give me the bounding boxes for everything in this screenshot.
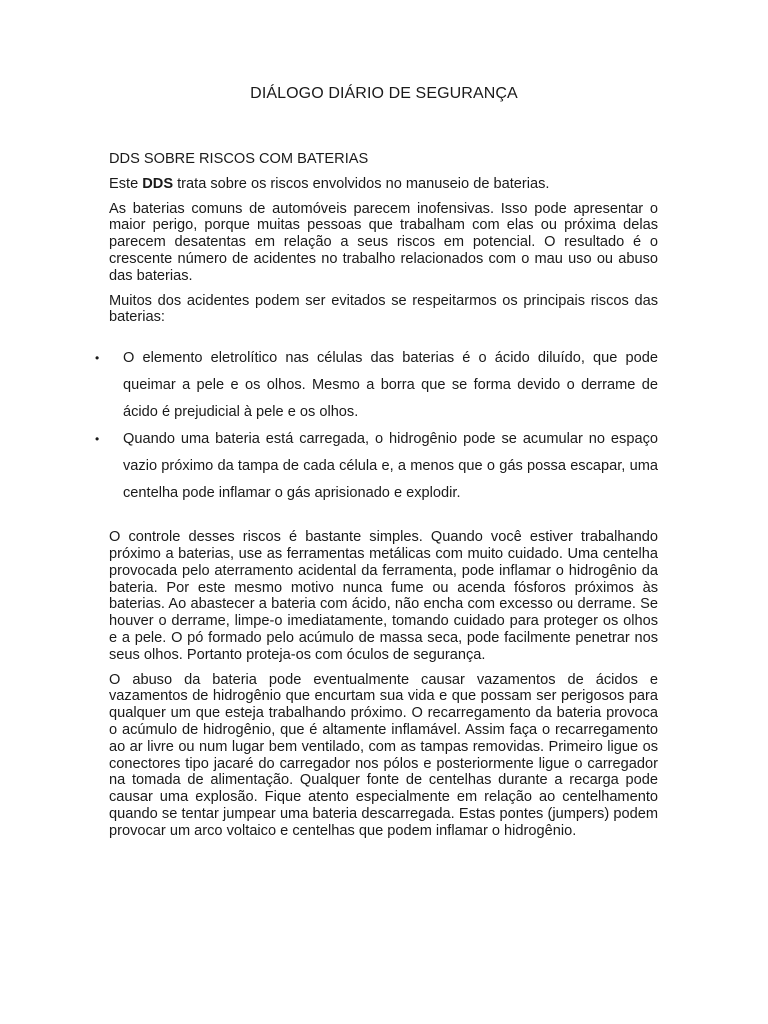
risk-list xyxy=(95,345,658,507)
intro-text-after: trata sobre os riscos envolvidos no manuseio de baterias. xyxy=(173,175,550,192)
bullet-icon: • xyxy=(95,432,100,447)
paragraph-risk-control: O controle desses riscos é bastante simples. Quando você estiver trabalhando próximo a baterias, use as ferramentas metálicas com muito cuidado. Uma centelha provocada pelo aterramento acidental da ferramenta, pode inflamar o hidrogênio da bateria. Por este mesmo motivo nunca fume ou acenda fósforos próximos às baterias. Ao abastecer a bateria com ácido, não encha com excesso ou derrame. Se houver o derrame, limpe-o imediatamente, tomando cuidado para proteger os olhos e a pele. O pó formado pelo acúmulo de massa seca, pode facilmente penetrar nos seus olhos. Portanto proteja-os com óculos de segurança. xyxy=(109,529,658,663)
list-item-text: Quando uma bateria está carregada, o hidrogênio pode se acumular no espaço vazio próximo da tampa de cada célula e, a menos que o gás possa escapar, uma centelha pode inflamar o gás aprisionado e explodir. xyxy=(123,431,658,502)
document-subtitle: DDS SOBRE RISCOS COM BATERIAS xyxy=(109,151,369,167)
control-section xyxy=(109,529,658,839)
intro-bold-dds: DDS xyxy=(142,175,174,192)
paragraph-battery-abuse: O abuso da bateria pode eventualmente causar vazamentos de ácidos e vazamentos de hidrogênio que encurtam sua vida e que possam ser perigosos para qualquer um que esteja trabalhando próximo. O recarregamento da bateria provoca o acúmulo de hidrogênio, que é altamente inflamável. Assim faça o recarregamento ao ar livre ou num lugar bem ventilado, com as tampas removidas. Primeiro ligue os conectores tipo jacaré do carregador nos pólos e posteriormente ligue o carregador na tomada de alimentação. Qualquer fonte de centelhas durante a recarga pode causar uma explosão. Fique atento especialmente em relação ao centelhamento quando se tentar jumpear uma bateria descarregada. Estas pontes (jumpers) podem provocar um arco voltaico e centelhas que podem inflamar o hidrogênio. xyxy=(109,671,658,839)
intro-text-before: Este xyxy=(109,175,143,192)
bullet-icon: • xyxy=(95,351,100,366)
list-item xyxy=(95,426,658,507)
paragraph-main-risks: Muitos dos acidentes podem ser evitados se respeitarmos os principais riscos das baterias: xyxy=(109,292,658,326)
paragraph-batteries-danger: As baterias comuns de automóveis parecem inofensivas. Isso pode apresentar o maior perigo, porque muitas pessoas que trabalham com elas ou próxima delas parecem desatentas em relação a seus riscos em potencial. O resultado é o crescente número de acidentes no trabalho relacionados com o mau uso ou abuso das baterias. xyxy=(109,200,658,284)
list-item-text: O elemento eletrolítico nas células das baterias é o ácido diluído, que pode queimar a pele e os olhos. Mesmo a borra que se forma devido o derrame de ácido é prejudicial à pele e os olhos. xyxy=(123,350,658,421)
list-item xyxy=(95,345,658,426)
document-body xyxy=(95,151,658,840)
document-title: DIÁLOGO DIÁRIO DE SEGURANÇA xyxy=(250,85,518,102)
intro-paragraph xyxy=(109,176,658,193)
